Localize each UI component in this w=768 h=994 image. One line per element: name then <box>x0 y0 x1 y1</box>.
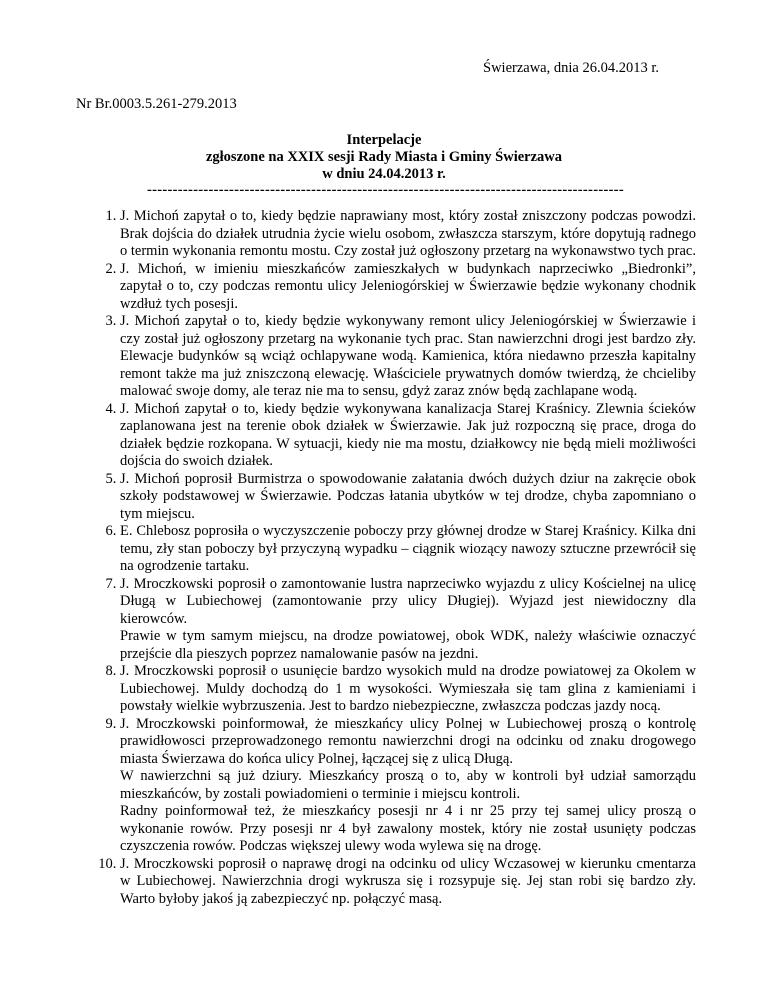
reference-number: Nr Br.0003.5.261-279.2013 <box>76 96 237 112</box>
item-text: 4. J. Michoń zapytał o to, kiedy będzie wykonywana kanalizacja Starej Kraśnicy. Zlewnia ścieków zaplanowana jest na terenie obok działek w Świerzawie. Jak już rozpoczną się prace, droga do działek będzie rozkopana. W sytuacji, kiedy nie ma mostu, działkowcy nie będą mieli możliwości dojścia do swoich działek. <box>120 400 696 469</box>
list-item <box>120 523 696 576</box>
separator-line: --------------------------------------------------------------------------------------------- <box>147 182 624 198</box>
list-item <box>120 261 696 314</box>
interpellation-list <box>76 208 696 908</box>
list-item <box>120 471 696 524</box>
item-text: Prawie w tym samym miejscu, na drodze powiatowej, obok WDK, należy właściwie oznaczyć przejście dla pieszych poprzez namalowanie pasów na jezdni. <box>120 628 696 662</box>
item-text: 9. J. Mroczkowski poinformował, że mieszkańcy ulicy Polnej w Lubiechowej proszą o kontrolę prawidłowosci przeprowadzonego remontu nawierzchni drogi na odcinku od znaku drogowego miasta Świerzawa do końca ulicy Polnej, łączącej się z ulicą Długą. <box>120 715 696 767</box>
list-item <box>120 313 696 401</box>
item-text: 10. J. Mroczkowski poprosił o naprawę drogi na odcinku od ulicy Wczasowej w kierunku cmentarza w Lubiechowej. Nawierzchnia drogi wykrusza się i rozsypuje się. Jej stan robi się bardzo zły. Warto byłoby jakoś ją zabezpieczyć np. połączyć masą. <box>120 855 696 907</box>
place-date: Świerzawa, dnia 26.04.2013 r. <box>483 60 659 76</box>
item-text: 8. J. Mroczkowski poprosił o usunięcie bardzo wysokich muld na drodze powiatowej za Okolem w Lubiechowej. Muldy dochodzą do 1 m wysokości. Wymieszała się tam glina z kamieniami i powstały wielkie wybrzuszenia. Jest to bardzo niebezpieczne, zwłaszcza podczas jazdy nocą. <box>120 663 696 714</box>
title-line-3: w dniu 24.04.2013 r. <box>322 166 446 182</box>
document-title <box>0 132 768 183</box>
title-line-1: Interpelacje <box>346 132 422 148</box>
item-text: 5. J. Michoń poprosił Burmistrza o spowodowanie załatania dwóch dużych dziur na zakręcie obok szkoły podstawowej w Świerzawie. Podczas łatania ubytków w tej drodze, chyba zapomniano o tym miejscu. <box>120 470 696 522</box>
item-text: 3. J. Michoń zapytał o to, kiedy będzie wykonywany remont ulicy Jeleniogórskiej w Świerzawie i czy został już ogłoszony przetarg na wykonanie tych prac. Stan nawierzchni drogi jest bardzo zły. Elewacje budynków są wciąż ochlapywane wodą. Kamienica, która niedawno przeszła kapitalny remont także ma już zniszczoną elewację. Właściciele prywatnych domów twierdzą, że chcieliby malować swoje domy, ale teraz nie ma to sensu, gdyż zaraz znów będą zachlapane wodą. <box>120 313 696 399</box>
item-text: 6. E. Chlebosz poprosiła o wyczyszczenie poboczy przy głównej drodze w Starej Kraśnicy. Kilka dni temu, zły stan poboczy był przyczyną wypadku – ciągnik wiozący nawozy sztuczne przewrócił się na ogrodzenie tartaku. <box>120 523 696 574</box>
item-text: Radny poinformował też, że mieszkańcy posesji nr 4 i nr 25 przy tej samej ulicy proszą o wykonanie rowów. Przy posesji nr 4 był zawalony mostek, który nie został usunięty podczas czyszczenia rowów. Podczas większej ulewy woda wylewa się na drogę. <box>120 803 696 854</box>
item-text: 1. J. Michoń zapytał o to, kiedy będzie naprawiany most, który został zniszczony podczas powodzi. Brak dojścia do działek utrudnia życie wielu osobom, zwłaszcza starszym, które dopytują radnego o termin wykonania remontu mostu. Czy został już ogłoszony przetarg na wykonawstwo tych prac. <box>120 208 696 259</box>
list-item <box>120 208 696 261</box>
list-item <box>120 856 696 909</box>
list-item <box>120 401 696 471</box>
item-text: 7. J. Mroczkowski poprosił o zamontowanie lustra naprzeciwko wyjazdu z ulicy Kościelnej na ulicę Długą w Lubiechowej (zamontowanie przy ulicy Długiej). Wyjazd jest niewidoczny dla kierowców. <box>120 575 696 627</box>
item-text: 2. J. Michoń, w imieniu mieszkańców zamieszkałych w budynkach naprzeciwko „Biedronki”, zapytał o to, czy podczas remontu ulicy Jeleniogórskiej w Świerzawie będzie wykonany chodnik wzdłuż tych posesji. <box>120 260 696 312</box>
item-text: W nawierzchni są już dziury. Mieszkańcy proszą o to, aby w kontroli był udział samorządu mieszkańców, by zostali powiadomieni o terminie i miejscu kontroli. <box>120 768 696 802</box>
list-item <box>120 716 696 856</box>
list-item <box>120 576 696 664</box>
list-item <box>120 663 696 716</box>
title-line-2: zgłoszone na XXIX sesji Rady Miasta i Gminy Świerzawa <box>205 149 563 165</box>
